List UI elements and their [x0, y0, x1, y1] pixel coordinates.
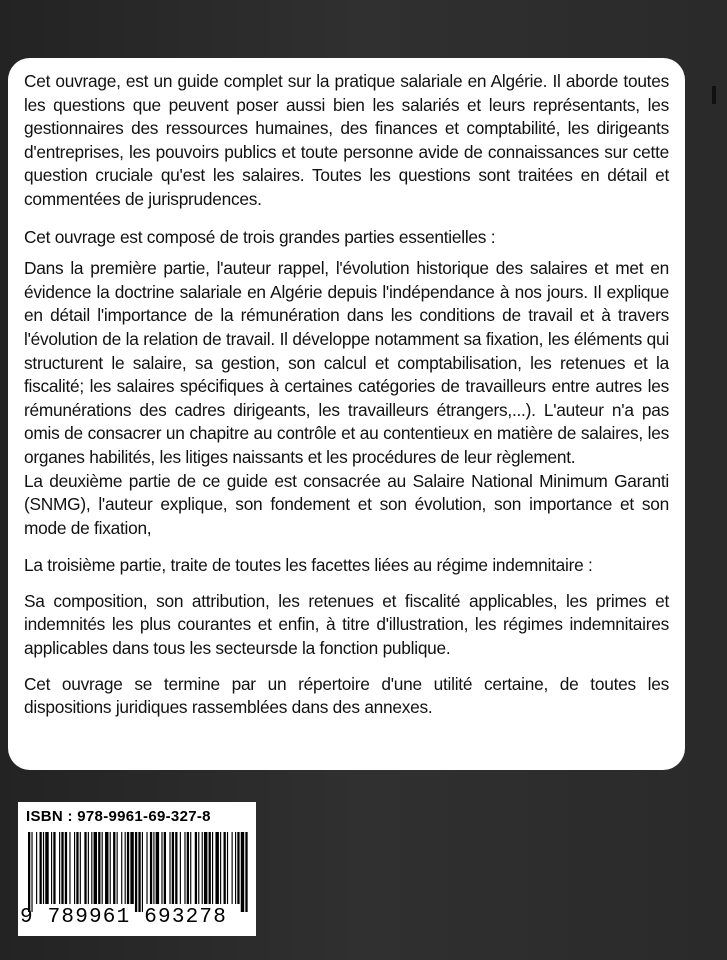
barcode-bar	[190, 832, 191, 904]
barcode-bar	[195, 832, 197, 904]
isbn-barcode-box	[18, 802, 256, 936]
barcode-bar	[184, 832, 185, 904]
barcode-bar	[69, 832, 70, 904]
barcode-bar	[138, 832, 140, 912]
barcode-bar	[76, 832, 78, 904]
barcode-bar	[209, 832, 211, 904]
synopsis-part-three: La troisième partie, traite de toutes les facettes liées au régime indemnitaire :	[24, 555, 593, 576]
barcode-bar	[91, 832, 92, 904]
barcode-bar	[130, 832, 133, 904]
barcode-bar	[43, 832, 44, 904]
barcode-bar	[127, 832, 129, 904]
synopsis-part-one: Dans la première partie, l'auteur rappel, l'évolution historique des salaires et met en évidence la doctrine salariale en Algérie depuis l'indépendance à nos jours. Il explique en détail l'importance de la rémunération dans les conditions de travail et à travers l'évolution de la relation de travail. Il développe notamment sa fixation, les éléments qui structurent le salaire, sa gestion, son calcul et comptabilisation, les retenues et la fiscalité; les salaires spécifiques à certaines catégories de travailleurs entre autres les rémunérations des cadres dirigeants, les travailleurs étrangers,...). L'auteur n'a pas omis de consacrer un chapitre au contrôle et au contentieux en matière de salaires, les organes habilités, les litiges naissants et les procédures de leur règlement.	[24, 258, 669, 467]
synopsis-structure: Cet ouvrage est composé de trois grandes parties essentielles :	[24, 226, 496, 247]
barcode-bar	[142, 832, 143, 912]
barcode-bar	[53, 832, 55, 904]
barcode-bar	[153, 832, 154, 904]
barcode-bar	[80, 832, 81, 904]
spine-mark	[712, 86, 716, 104]
barcode-bar	[169, 832, 170, 904]
barcode-bar	[235, 832, 236, 904]
barcode-bar	[241, 832, 244, 912]
barcode-bar	[84, 832, 86, 904]
barcode-bar	[227, 832, 228, 904]
synopsis-panel	[8, 58, 685, 770]
barcode-bar	[237, 832, 239, 904]
barcode-bar	[125, 832, 126, 904]
barcode-bar	[224, 832, 226, 904]
barcode-bar	[113, 832, 115, 904]
barcode-bar	[40, 832, 42, 904]
barcode-bar	[172, 832, 174, 904]
barcode-bar	[187, 832, 189, 904]
barcode-bar	[175, 832, 177, 904]
barcode-bar	[88, 832, 89, 904]
barcode-bar	[198, 832, 199, 904]
barcode-bar	[156, 832, 159, 904]
barcode-bar	[212, 832, 213, 904]
synopsis-part-three-detail: Sa composition, son attribution, les retenues et fiscalité applicables, les primes et indemnités les plus courantes et enfin, à titre d'illustration, les régimes indemnitaires applicables dans tous les secteursde la fonction publique.	[24, 590, 669, 659]
synopsis-conclusion: Cet ouvrage se termine par un répertoire d'une utilité certaine, de toutes les dispositions juridiques rassemblées dans des annexes.	[24, 673, 669, 718]
barcode-bar	[105, 832, 108, 904]
barcode-bar	[110, 832, 111, 904]
barcode-bar	[135, 832, 137, 912]
barcode-bar	[146, 832, 147, 904]
barcode-bar	[61, 832, 63, 904]
barcode-icon	[28, 832, 250, 912]
barcode-bar	[36, 832, 37, 904]
barcode-bar	[94, 832, 97, 904]
barcode-bar	[117, 832, 118, 904]
barcode-bar	[51, 832, 52, 904]
barcode-bar	[45, 832, 48, 904]
barcode-bar	[28, 832, 30, 912]
barcode-bar	[161, 832, 162, 904]
barcode-bar	[202, 832, 203, 904]
barcode-bar	[74, 832, 75, 904]
barcode-bar	[220, 832, 221, 904]
barcode-bar	[65, 832, 67, 904]
isbn-label: ISBN : 978-9961-69-327-8	[26, 808, 211, 825]
barcode-bar	[59, 832, 60, 904]
barcode-bar	[245, 832, 247, 912]
barcode-bar	[31, 832, 32, 912]
synopsis-intro: Cet ouvrage, est un guide complet sur la pratique salariale en Algérie. Il aborde toutes les questions que peuvent poser aussi bien les salariés et leurs représentants, les gestionnaires des ressources humaines, des finances et comptabilité, les dirigeants d'entreprises, les pouvoirs publics et toute personne avide de connaissances sur cette question cruciale qu'est les salaires. Toutes les questions sont traitées en détail et commentées de jurisprudences.	[24, 71, 669, 209]
barcode-bar	[150, 832, 152, 904]
barcode-bar	[121, 832, 122, 904]
barcode-bar	[180, 832, 181, 904]
synopsis-part-two: La deuxième partie de ce guide est consacrée au Salaire National Minimum Garanti (SNMG), l'auteur explique, son fondement et son évolution, son importance et son mode de fixation,	[24, 470, 669, 538]
barcode-bar	[164, 832, 166, 904]
barcode-digits: 9 789961 693278	[20, 906, 228, 929]
barcode-bar	[215, 832, 218, 904]
barcode-bar	[204, 832, 207, 904]
barcode-bar	[102, 832, 103, 904]
barcode-bar	[232, 832, 233, 904]
barcode-bar	[98, 832, 100, 904]
